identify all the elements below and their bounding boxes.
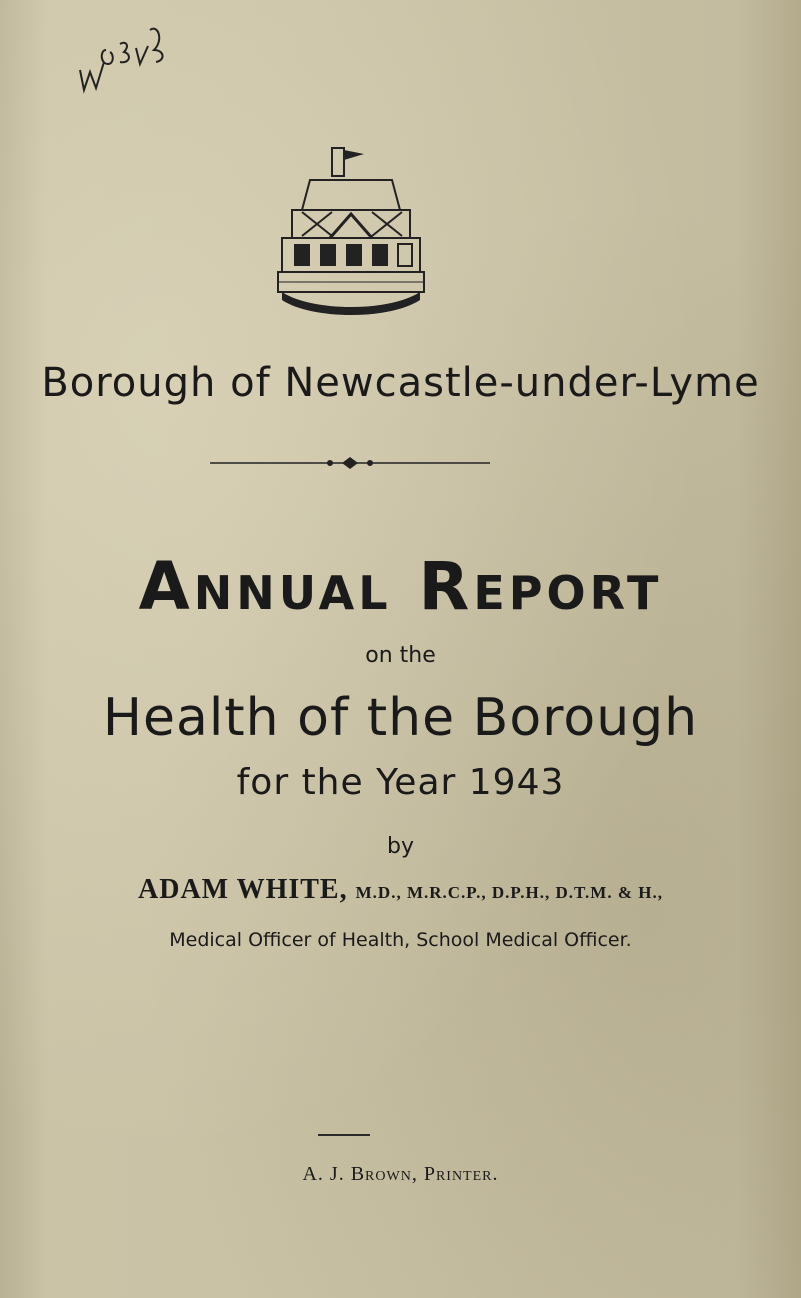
author-office: Medical Officer of Health, School Medical Officer. bbox=[169, 929, 632, 951]
report-subject: Health of the Borough bbox=[102, 688, 699, 748]
borough-crest-icon bbox=[272, 140, 430, 320]
author-qualifications: M.D., M.R.C.P., D.P.H., D.T.M. & H., bbox=[355, 883, 663, 902]
by-text: by bbox=[387, 834, 414, 859]
on-the-text: on the bbox=[365, 643, 436, 668]
report-title: Annual Report bbox=[138, 548, 663, 625]
borough-name: Borough of Newcastle-under-Lyme bbox=[41, 360, 760, 406]
ornamental-divider-icon bbox=[210, 455, 490, 471]
report-year: for the Year 1943 bbox=[236, 762, 565, 803]
author-name: ADAM WHITE, bbox=[138, 874, 348, 905]
author-line bbox=[0, 874, 801, 906]
printer-credit: A. J. Brown, Printer. bbox=[302, 1163, 499, 1185]
handwritten-annotation bbox=[70, 10, 190, 100]
divider-rule bbox=[318, 1134, 370, 1136]
